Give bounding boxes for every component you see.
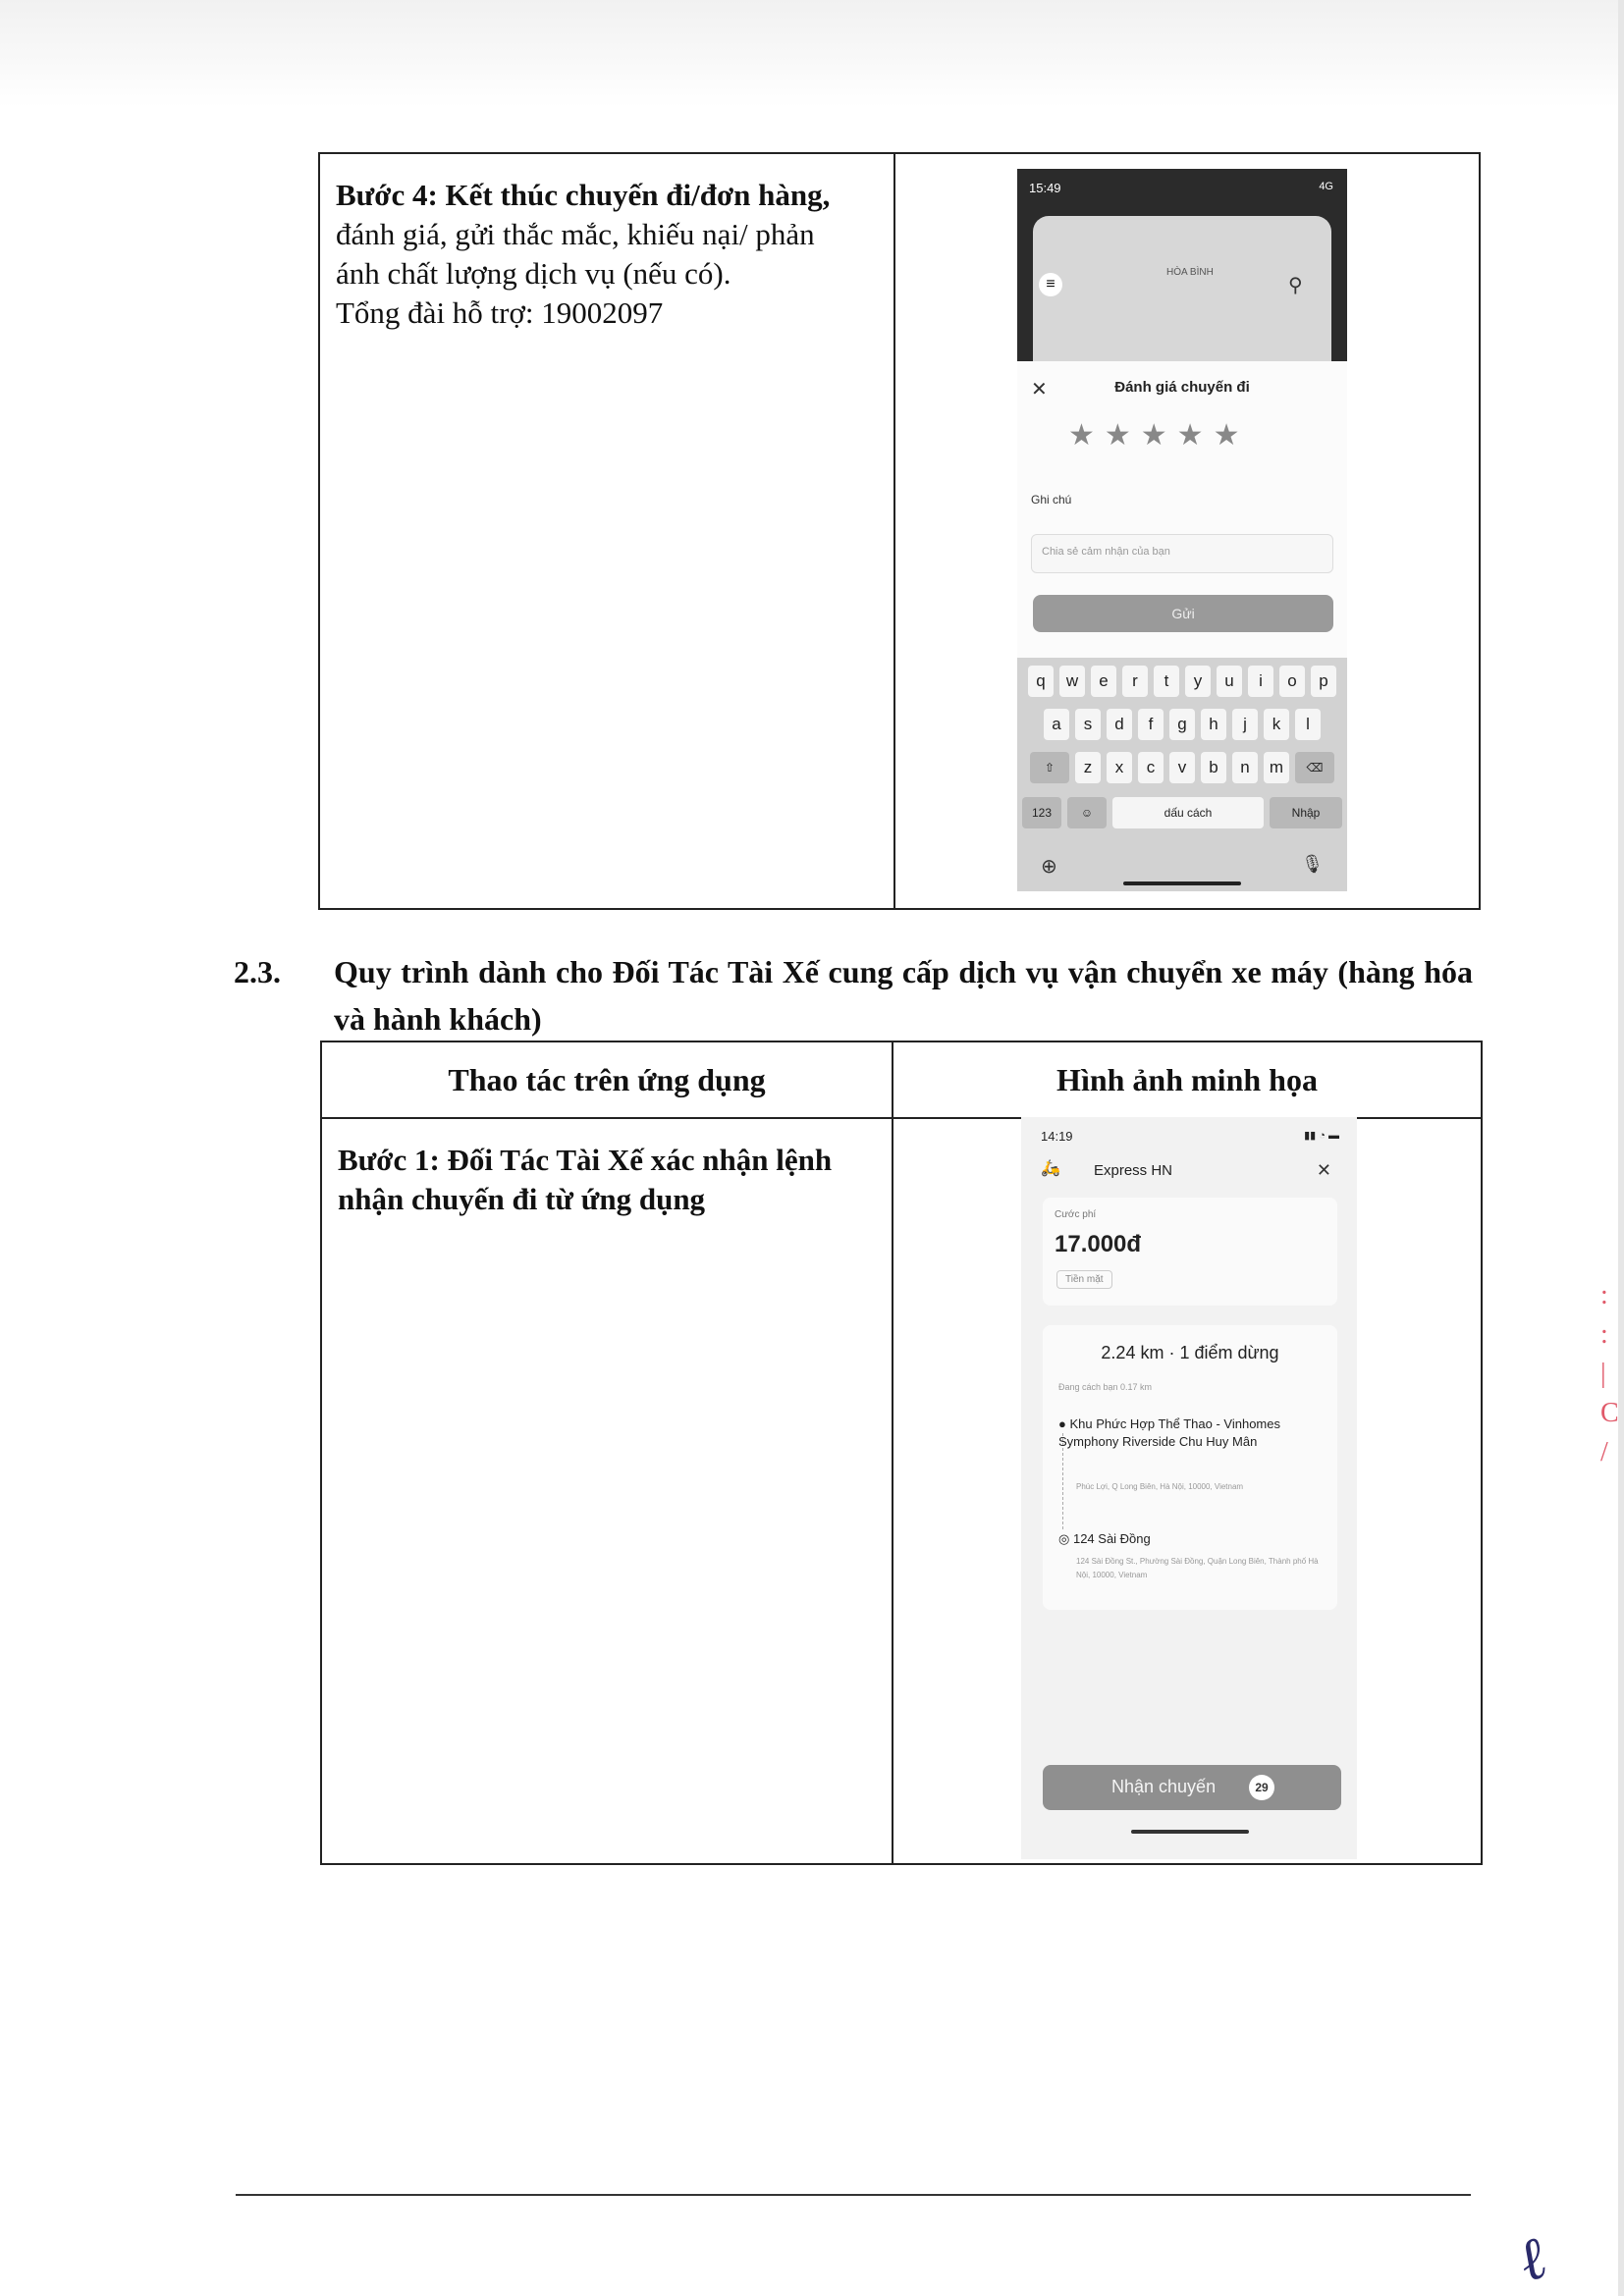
key-k[interactable]: k [1264, 709, 1289, 740]
map-area [1017, 169, 1347, 361]
keyboard [1017, 658, 1347, 891]
key-c[interactable]: c [1138, 752, 1164, 783]
enter-key[interactable]: Nhập [1270, 797, 1342, 828]
globe-icon[interactable]: ⊕ [1041, 856, 1057, 878]
close-icon[interactable]: ✕ [1316, 1160, 1331, 1180]
map-label: HÒA BÌNH [1166, 267, 1214, 278]
rating-sheet [1017, 361, 1347, 891]
emoji-key-icon[interactable]: ☺ [1067, 797, 1107, 828]
signal-icon: ▮▮ ◔ ▬ [1304, 1130, 1339, 1142]
service-header [1021, 1152, 1357, 1192]
keyboard-row-4 [1017, 797, 1347, 828]
keyboard-row-1 [1017, 666, 1347, 697]
accept-ride-button[interactable] [1043, 1765, 1341, 1810]
scooter-icon: 🛵 [1041, 1160, 1060, 1177]
initials-signature-icon: ℓ [1509, 2224, 1555, 2295]
step4-hotline: Tổng đài hỗ trợ: 19002097 [336, 295, 664, 330]
key-l[interactable]: l [1295, 709, 1321, 740]
key-v[interactable]: v [1169, 752, 1195, 783]
rating-title: Đánh giá chuyến đi [1114, 379, 1250, 396]
dropoff-point: ◎ 124 Sài Đồng [1058, 1531, 1151, 1546]
status-time: 14:19 [1041, 1129, 1073, 1144]
key-q[interactable]: q [1028, 666, 1054, 697]
accept-ride-screenshot [1021, 1117, 1357, 1859]
red-stamp-edge: : : | C / [1600, 1280, 1619, 1468]
shift-key-icon[interactable]: ⇧ [1030, 752, 1069, 783]
microphone-icon[interactable]: 🎙 [1301, 854, 1324, 874]
step4-title: Bước 4: Kết thúc chuyến đi/đơn hàng, [336, 178, 831, 212]
step1-line1: Bước 1: Đối Tác Tài Xế xác nhận lệnh [338, 1143, 833, 1177]
key-t[interactable]: t [1154, 666, 1179, 697]
feedback-placeholder: Chia sẻ cảm nhận của bạn [1042, 546, 1170, 558]
fare-label: Cước phí [1055, 1209, 1097, 1220]
note-label: Ghi chú [1031, 493, 1072, 507]
key-j[interactable]: j [1232, 709, 1258, 740]
location-pin-icon: ⚲ [1288, 275, 1303, 296]
key-u[interactable]: u [1217, 666, 1242, 697]
route-card [1043, 1325, 1337, 1610]
step4-line3: ánh chất lượng dịch vụ (nếu có). [336, 256, 731, 291]
step4-line2: đánh giá, gửi thắc mắc, khiếu nại/ phản [336, 217, 815, 251]
close-icon[interactable]: ✕ [1031, 379, 1048, 400]
star-rating[interactable]: ★★★★★ [1068, 419, 1250, 452]
key-y[interactable]: y [1185, 666, 1211, 697]
payment-tag: Tiền mặt [1056, 1270, 1112, 1289]
key-n[interactable]: n [1232, 752, 1258, 783]
keyboard-row-2 [1017, 709, 1347, 740]
key-m[interactable]: m [1264, 752, 1289, 783]
map-view [1033, 216, 1331, 363]
footer-rule [236, 2194, 1471, 2196]
key-x[interactable]: x [1107, 752, 1132, 783]
key-d[interactable]: d [1107, 709, 1132, 740]
distance-summary: 2.24 km · 1 điểm dừng [1101, 1343, 1279, 1362]
dropoff-name: 124 Sài Đồng [1072, 1531, 1151, 1546]
space-key[interactable]: dấu cách [1112, 797, 1264, 828]
menu-icon[interactable]: ≡ [1039, 273, 1062, 296]
key-p[interactable]: p [1311, 666, 1336, 697]
fare-amount: 17.000đ [1055, 1231, 1142, 1257]
fare-card [1043, 1198, 1337, 1306]
countdown-badge: 29 [1249, 1775, 1274, 1800]
key-z[interactable]: z [1075, 752, 1101, 783]
pickup-point: ● Khu Phức Hợp Thể Thao - Vinhomes Symphony Riverside Chu Huy Mân [1058, 1416, 1280, 1449]
key-r[interactable]: r [1122, 666, 1148, 697]
keyboard-row-3 [1017, 752, 1347, 783]
home-indicator [1131, 1830, 1249, 1834]
key-e[interactable]: e [1091, 666, 1116, 697]
key-g[interactable]: g [1169, 709, 1195, 740]
key-o[interactable]: o [1279, 666, 1305, 697]
submit-button[interactable]: Gửi [1033, 595, 1333, 632]
pickup-name: Khu Phức Hợp Thể Thao - Vinhomes Symphony Riverside Chu Huy Mân [1058, 1416, 1280, 1449]
backspace-key-icon[interactable]: ⌫ [1295, 752, 1334, 783]
section-title: Quy trình dành cho Đối Tác Tài Xế cung cấp dịch vụ vận chuyển xe máy (hàng hóa và hành khách) [334, 954, 1473, 1037]
key-123[interactable]: 123 [1022, 797, 1061, 828]
accept-label: Nhận chuyến [1111, 1777, 1217, 1796]
key-h[interactable]: h [1201, 709, 1226, 740]
step1-text-cell [321, 1118, 893, 1864]
key-i[interactable]: i [1248, 666, 1273, 697]
col1-header: Thao tác trên ứng dụng [321, 1041, 893, 1118]
distance-away: Đang cách bạn 0.17 km [1058, 1382, 1153, 1392]
key-a[interactable]: a [1044, 709, 1069, 740]
dropoff-address: 124 Sài Đồng St., Phường Sài Đồng, Quận Long Biên, Thành phố Hà Nội, 10000, Vietnam [1076, 1557, 1319, 1579]
scan-top-shadow [0, 0, 1624, 108]
key-f[interactable]: f [1138, 709, 1164, 740]
pickup-address: Phúc Lợi, Q Long Biên, Hà Nội, 10000, Vietnam [1076, 1482, 1244, 1491]
col2-header: Hình ảnh minh họa [893, 1041, 1482, 1118]
home-indicator [1123, 881, 1241, 885]
section-number: 2.3. [234, 954, 281, 989]
rating-screenshot [1017, 169, 1347, 891]
key-s[interactable]: s [1075, 709, 1101, 740]
service-name: Express HN [1094, 1162, 1173, 1179]
status-time: 15:49 [1029, 181, 1061, 195]
scan-right-edge [1618, 0, 1624, 2296]
key-b[interactable]: b [1201, 752, 1226, 783]
step4-text-cell [319, 153, 894, 909]
signal-indicator: 4G [1319, 181, 1333, 192]
feedback-input[interactable] [1031, 534, 1333, 573]
step1-line2: nhận chuyến đi từ ứng dụng [338, 1182, 706, 1216]
key-w[interactable]: w [1059, 666, 1085, 697]
